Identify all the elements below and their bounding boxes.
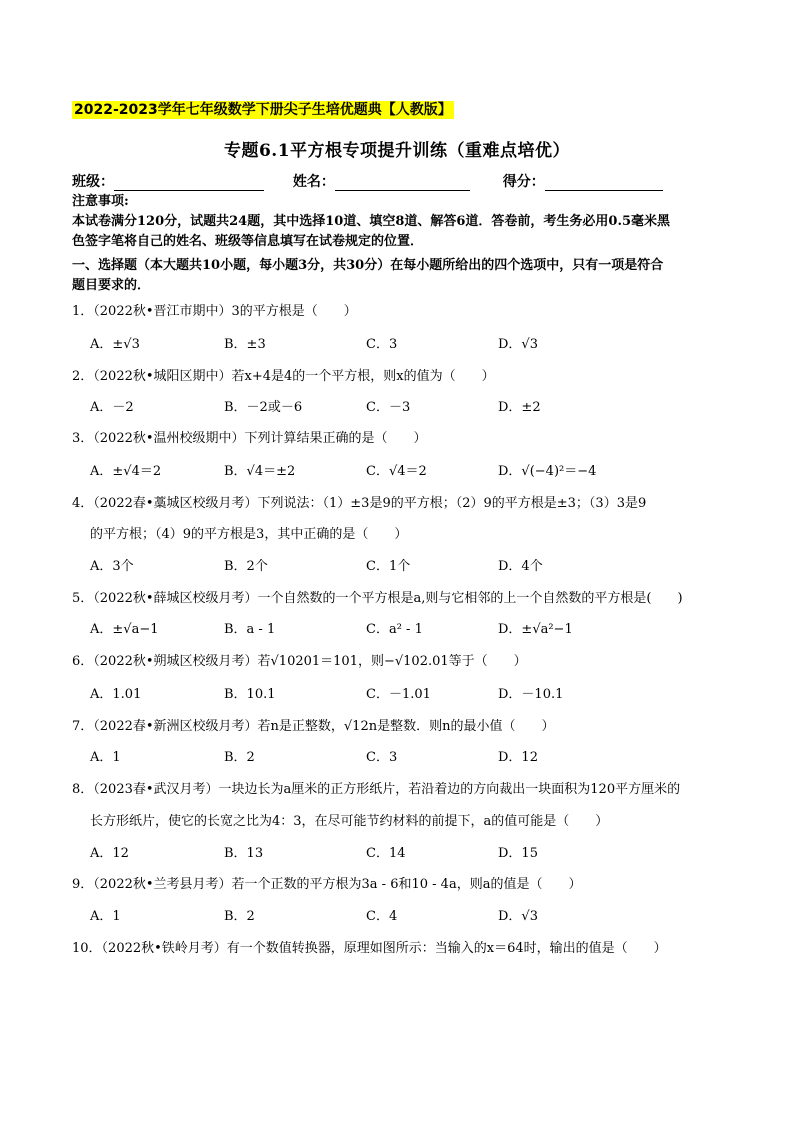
option-a: A．±√4＝2 xyxy=(90,464,162,479)
option-b: B．10.1 xyxy=(224,687,276,702)
question-6: 6．（2022秋•朔城区校级月考）若√10201＝101，则−√102.01等于（ ） xyxy=(72,654,527,669)
option-d: D．±√a²−1 xyxy=(498,622,573,637)
class-label: 班级： xyxy=(72,174,114,190)
section-heading: 一、选择题（本大题共10小题，每小题3分，共30分）在每小题所给出的四个选项中，只有一项是符合 xyxy=(72,258,664,273)
question-2: 2．（2022秋•城阳区期中）若x+4是4的一个平方根，则x的值为（ ） xyxy=(72,369,495,384)
option-a: A．3个 xyxy=(90,559,134,574)
series-title: 2022-2023学年七年级数学下册尖子生培优题典【人教版】 xyxy=(74,102,452,118)
option-d: D．√3 xyxy=(498,337,538,352)
question-9: 9．（2022秋•兰考县月考）若一个正数的平方根为3a - 6和10 - 4a，则a的值是（ ） xyxy=(72,877,582,892)
question-4: 4．（2022春•藁城区校级月考）下列说法：（1）±3是9的平方根；（2）9的平方根是±3；（3）3是9 xyxy=(72,496,647,511)
option-d: D．12 xyxy=(498,750,538,765)
option-b: B．2 xyxy=(224,909,255,924)
option-d: D．4个 xyxy=(498,559,543,574)
option-c: C．1个 xyxy=(366,559,411,574)
document-title: 专题6.1平方根专项提升训练（重难点培优） xyxy=(223,141,571,161)
option-c: C．14 xyxy=(366,846,406,861)
name-blank xyxy=(335,176,470,191)
option-b: B．13 xyxy=(224,846,264,861)
option-c: C．a² - 1 xyxy=(366,622,423,637)
question-3: 3．（2022秋•温州校级期中）下列计算结果正确的是（ ） xyxy=(72,431,427,446)
option-b: B．2个 xyxy=(224,559,268,574)
question-10: 10．（2022秋•铁岭月考）有一个数值转换器，原理如图所示：当输入的x＝64时，输出的值是（ ） xyxy=(72,941,667,956)
option-b: B．2 xyxy=(224,750,255,765)
question-4-cont: 的平方根；（4）9的平方根是3，其中正确的是（ ） xyxy=(90,527,408,542)
option-c: C．－1.01 xyxy=(366,687,431,702)
section-heading-cont: 题目要求的． xyxy=(72,278,151,293)
option-b: B．a - 1 xyxy=(224,622,276,637)
notes-line-2: 色签字笔将自己的姓名、班级等信息填写在试卷规定的位置． xyxy=(72,234,424,249)
option-b: B．±3 xyxy=(224,337,266,352)
question-8: 8．（2023春•武汉月考）一块边长为a厘米的正方形纸片，若沿着边的方向裁出一块面积为120平方厘米的 xyxy=(72,782,681,797)
option-d: D．√(−4)²＝−4 xyxy=(498,464,597,479)
option-c: C．3 xyxy=(366,337,398,352)
option-a: A．12 xyxy=(90,846,129,861)
notes-line-1: 本试卷满分120分，试题共24题，其中选择10道、填空8道、解答6道．答卷前，考生务必用0.5毫米黑 xyxy=(72,214,671,229)
option-a: A．±√3 xyxy=(90,337,140,352)
score-label: 得分： xyxy=(502,174,545,190)
name-label: 姓名： xyxy=(292,174,335,190)
option-d: D．±2 xyxy=(498,400,541,415)
option-a: A．±√a−1 xyxy=(90,622,159,637)
question-8-cont: 长方形纸片，使它的长宽之比为4：3，在尽可能节约材料的前提下，a的值可能是（ ） xyxy=(90,814,609,829)
option-d: D．15 xyxy=(498,846,538,861)
option-d: D．－10.1 xyxy=(498,687,564,702)
question-5: 5．（2022秋•薛城区校级月考）一个自然数的一个平方根是a,则与它相邻的上一个自然数的平方根是( ) xyxy=(72,591,683,606)
notes-heading: 注意事项: xyxy=(72,194,129,209)
question-1: 1．（2022秋•晋江市期中）3的平方根是（ ） xyxy=(72,304,357,319)
option-b: B．√4＝±2 xyxy=(224,464,296,479)
student-info-row xyxy=(72,171,663,191)
score-blank xyxy=(545,176,663,191)
class-blank xyxy=(114,176,264,191)
option-a: A．1.01 xyxy=(90,687,142,702)
question-7: 7．（2022春•新洲区校级月考）若n是正整数，√12n是整数．则n的最小值（ ） xyxy=(72,719,555,734)
option-c: C．√4＝2 xyxy=(366,464,427,479)
option-c: C．3 xyxy=(366,750,398,765)
option-d: D．√3 xyxy=(498,909,538,924)
option-c: C．－3 xyxy=(366,400,411,415)
option-a: A．1 xyxy=(90,909,121,924)
option-a: A．－2 xyxy=(90,400,134,415)
option-c: C．4 xyxy=(366,909,398,924)
option-b: B．－2或－6 xyxy=(224,400,303,415)
option-a: A．1 xyxy=(90,750,121,765)
